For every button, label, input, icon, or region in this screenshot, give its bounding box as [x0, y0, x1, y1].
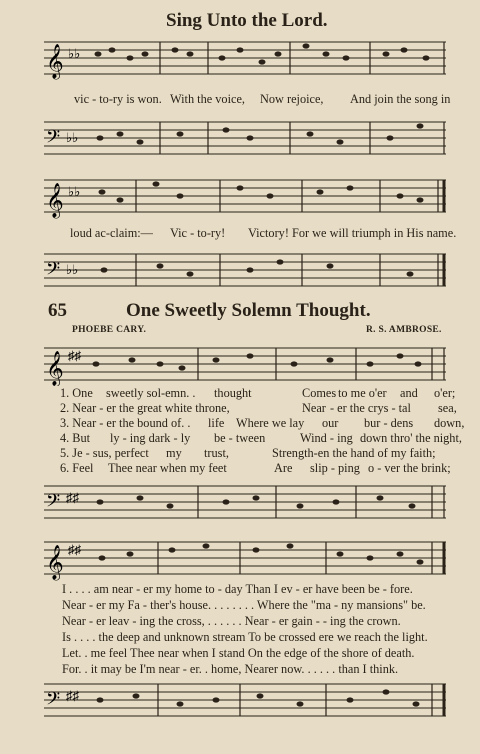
verse-line: For. . it may be I'm near - er. . home, Nearer now. . . . . . than I think.	[62, 662, 399, 676]
lyric-syllable: sea,	[438, 401, 457, 415]
lyric-syllable: my	[166, 446, 182, 460]
flat-sign-icon: ♭♭	[66, 262, 79, 277]
lyric-syllable: loud ac-claim:—	[70, 226, 153, 240]
lyric-syllable: our	[322, 416, 339, 430]
music-staff-icon	[40, 36, 450, 82]
verse-line: I . . . . am near - er my home to - day Than I ev - er have been be - fore.	[62, 582, 413, 596]
lyric-syllable: Now rejoice,	[260, 92, 324, 106]
lyric-syllable: slip - ping	[310, 461, 360, 475]
verse-line: Let. . me feel Thee near when I stand On the edge of the shore of death.	[62, 646, 415, 660]
flat-sign-icon: ♭♭	[68, 184, 81, 199]
lyric-syllable: bur - dens	[364, 416, 414, 430]
bass-clef-icon: 𝄢	[46, 688, 61, 713]
verse-line: Near - er my Fa - ther's house. . . . . . . . Where the "ma - ny mansions" be.	[62, 598, 426, 612]
lyric-syllable: 3. Near - er the bound of. .	[60, 416, 191, 430]
lyric-syllable: Vic - to-ry!	[170, 226, 226, 240]
lyric-syllable: 6. Feel	[60, 461, 94, 475]
lyric-syllable: Where we lay	[236, 416, 305, 430]
sharp-sign-icon: ♯♯	[66, 688, 79, 703]
treble-clef-icon: 𝄞	[46, 352, 64, 385]
lyric-syllable: With the voice,	[170, 92, 245, 106]
lyric-syllable: Victory! For we will triumph in His name.	[248, 226, 457, 240]
hymn-title-top: Sing Unto the Lord.	[166, 10, 328, 31]
lyric-syllable: down thro' the night,	[360, 431, 462, 445]
composer-credit: R. S. AMBROSE.	[366, 325, 442, 335]
bass-clef-icon: 𝄢	[46, 490, 61, 515]
treble-clef-icon: 𝄞	[46, 184, 64, 217]
lyric-syllable: thought	[214, 386, 252, 400]
lyric-syllable: be - tween	[214, 431, 266, 445]
lyric-syllable: ly - ing dark - ly	[110, 431, 191, 445]
music-staff-icon	[40, 244, 450, 290]
lyric-syllable: life	[208, 416, 225, 430]
lyric-syllable: down,	[434, 416, 465, 430]
treble-clef-icon: 𝄞	[46, 45, 64, 78]
lyric-syllable: sweetly sol-emn. .	[106, 386, 196, 400]
lyric-syllable: 1. One	[60, 386, 93, 400]
bass-clef-icon: 𝄢	[46, 126, 61, 151]
flat-sign-icon: ♭♭	[68, 46, 81, 61]
lyric-syllable: Wind - ing	[300, 431, 353, 445]
lyric-syllable: vic - to-ry is won.	[74, 92, 162, 106]
lyric-syllable: 5. Je - sus, perfect	[60, 446, 149, 460]
lyric-syllable: and	[400, 386, 418, 400]
bass-clef-icon: 𝄢	[46, 258, 61, 283]
lyric-syllable: 2. Near - er the great white throne,	[60, 401, 230, 415]
sharp-sign-icon: ♯♯	[66, 490, 79, 505]
music-staff-icon	[40, 172, 450, 222]
lyric-syllable: Strength-en the hand of my faith;	[272, 446, 436, 460]
music-staff-icon	[40, 112, 450, 158]
lyricist-credit: PHOEBE CARY.	[72, 325, 147, 335]
treble-clef-icon: 𝄞	[46, 546, 64, 579]
lyric-syllable: - er the crys - tal	[330, 401, 411, 415]
verse-line: Near - er leav - ing the cross, . . . . . . Near - er gain - - ing the crown.	[62, 614, 401, 628]
hymn-number: 65	[48, 300, 67, 321]
lyric-syllable: Comes	[302, 386, 337, 400]
lyric-syllable: to me o'er	[338, 386, 387, 400]
hymn-title: One Sweetly Solemn Thought.	[126, 300, 371, 321]
music-staff-icon	[40, 676, 450, 726]
flat-sign-icon: ♭♭	[66, 130, 79, 145]
music-staff-icon	[40, 340, 450, 386]
lyric-syllable: o - ver the brink;	[368, 461, 451, 475]
lyric-syllable: 4. But	[60, 431, 91, 445]
verse-line: Is . . . . the deep and unknown stream To be crossed ere we reach the light.	[62, 630, 428, 644]
sharp-sign-icon: ♯♯	[68, 348, 81, 363]
staff-lines	[44, 42, 446, 74]
lyric-syllable: Thee near when my feet	[108, 461, 227, 475]
lyric-syllable: o'er;	[434, 386, 456, 400]
music-staff-icon	[40, 532, 450, 582]
lyric-syllable: Near	[302, 401, 326, 415]
sharp-sign-icon: ♯♯	[68, 542, 81, 557]
music-staff-icon	[40, 478, 450, 524]
lyric-syllable: trust,	[204, 446, 229, 460]
lyric-syllable: And join the song in	[350, 92, 451, 106]
lyric-syllable: Are	[274, 461, 293, 475]
